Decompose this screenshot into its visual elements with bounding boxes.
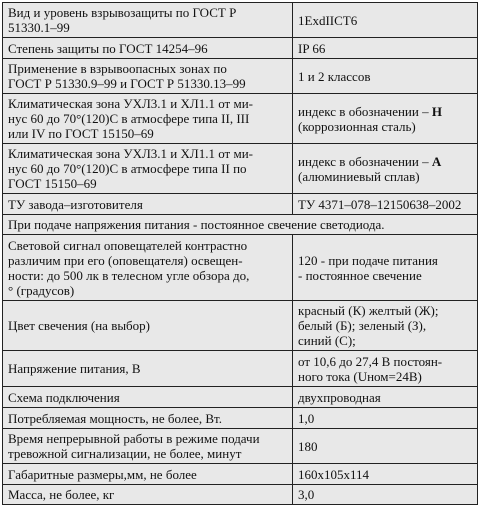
row-value: ТУ 4371–078–12150638–2002 (293, 194, 478, 215)
row-label: Световой сигнал оповещателей контрастно различим при его (оповещателя) освещен- ности: до 500 лк в телесном угле обзора до, ° (градусов) (3, 235, 293, 301)
row-value: индекс в обозначении – А (алюминиевый сплав) (293, 144, 478, 194)
row-value: индекс в обозначении – Н (коррозионная сталь) (293, 94, 478, 144)
row-label: Применение в взрывоопасных зонах по ГОСТ Р 51330.9–99 и ГОСТ Р 51330.13–99 (3, 59, 293, 94)
row-label: Габаритные размеры,мм, не более (3, 464, 293, 485)
row-label: Масса, не более, кг (3, 485, 293, 505)
table-row (3, 94, 478, 144)
table-row (3, 464, 478, 485)
row-label: Климатическая зона УХЛ3.1 и ХЛ1.1 от ми- нус 60 до 70°(120)С в атмосфере типа II по ГОСТ 15150–69 (3, 144, 293, 194)
spec-table (2, 2, 478, 505)
row-value: 160х105х114 (293, 464, 478, 485)
table-row (3, 408, 478, 429)
row-label: Климатическая зона УХЛ3.1 и ХЛ1.1 от ми- нус 60 до 70°(120)С в атмосфере типа II, III или IV по ГОСТ 15150–69 (3, 94, 293, 144)
row-label: Потребляемая мощность, не более, Вт. (3, 408, 293, 429)
row-value: красный (К) желтый (Ж); белый (Б); зеленый (З), синий (С); (293, 301, 478, 351)
table-row (3, 38, 478, 59)
table-row (3, 387, 478, 408)
row-value: 1ExdIICT6 (293, 3, 478, 38)
row-value: 180 (293, 429, 478, 464)
table-row (3, 144, 478, 194)
row-value: двухпроводная (293, 387, 478, 408)
row-value: от 10,6 до 27,4 В постоян- ного тока (Uном=24В) (293, 351, 478, 387)
row-value: IP 66 (293, 38, 478, 59)
row-value: 120 - при подаче питания - постоянное свечение (293, 235, 478, 301)
row-label: Степень защиты по ГОСТ 14254–96 (3, 38, 293, 59)
table-row (3, 235, 478, 301)
row-label: Время непрерывной работы в режиме подачи тревожной сигнализации, не более, минут (3, 429, 293, 464)
table-row (3, 429, 478, 464)
row-full-width-note: При подаче напряжения питания - постоянное свечение светодиода. (3, 215, 478, 235)
row-value: 1,0 (293, 408, 478, 429)
table-row (3, 301, 478, 351)
row-label: Схема подключения (3, 387, 293, 408)
table-row (3, 215, 478, 235)
table-row (3, 194, 478, 215)
row-label: ТУ завода–изготовителя (3, 194, 293, 215)
table-row (3, 485, 478, 505)
row-label: Напряжение питания, В (3, 351, 293, 387)
table-row (3, 351, 478, 387)
row-value: 3,0 (293, 485, 478, 505)
row-label: Вид и уровень взрывозащиты по ГОСТ Р 51330.1–99 (3, 3, 293, 38)
table-row (3, 3, 478, 38)
table-row (3, 59, 478, 94)
row-label: Цвет свечения (на выбор) (3, 301, 293, 351)
row-value: 1 и 2 классов (293, 59, 478, 94)
